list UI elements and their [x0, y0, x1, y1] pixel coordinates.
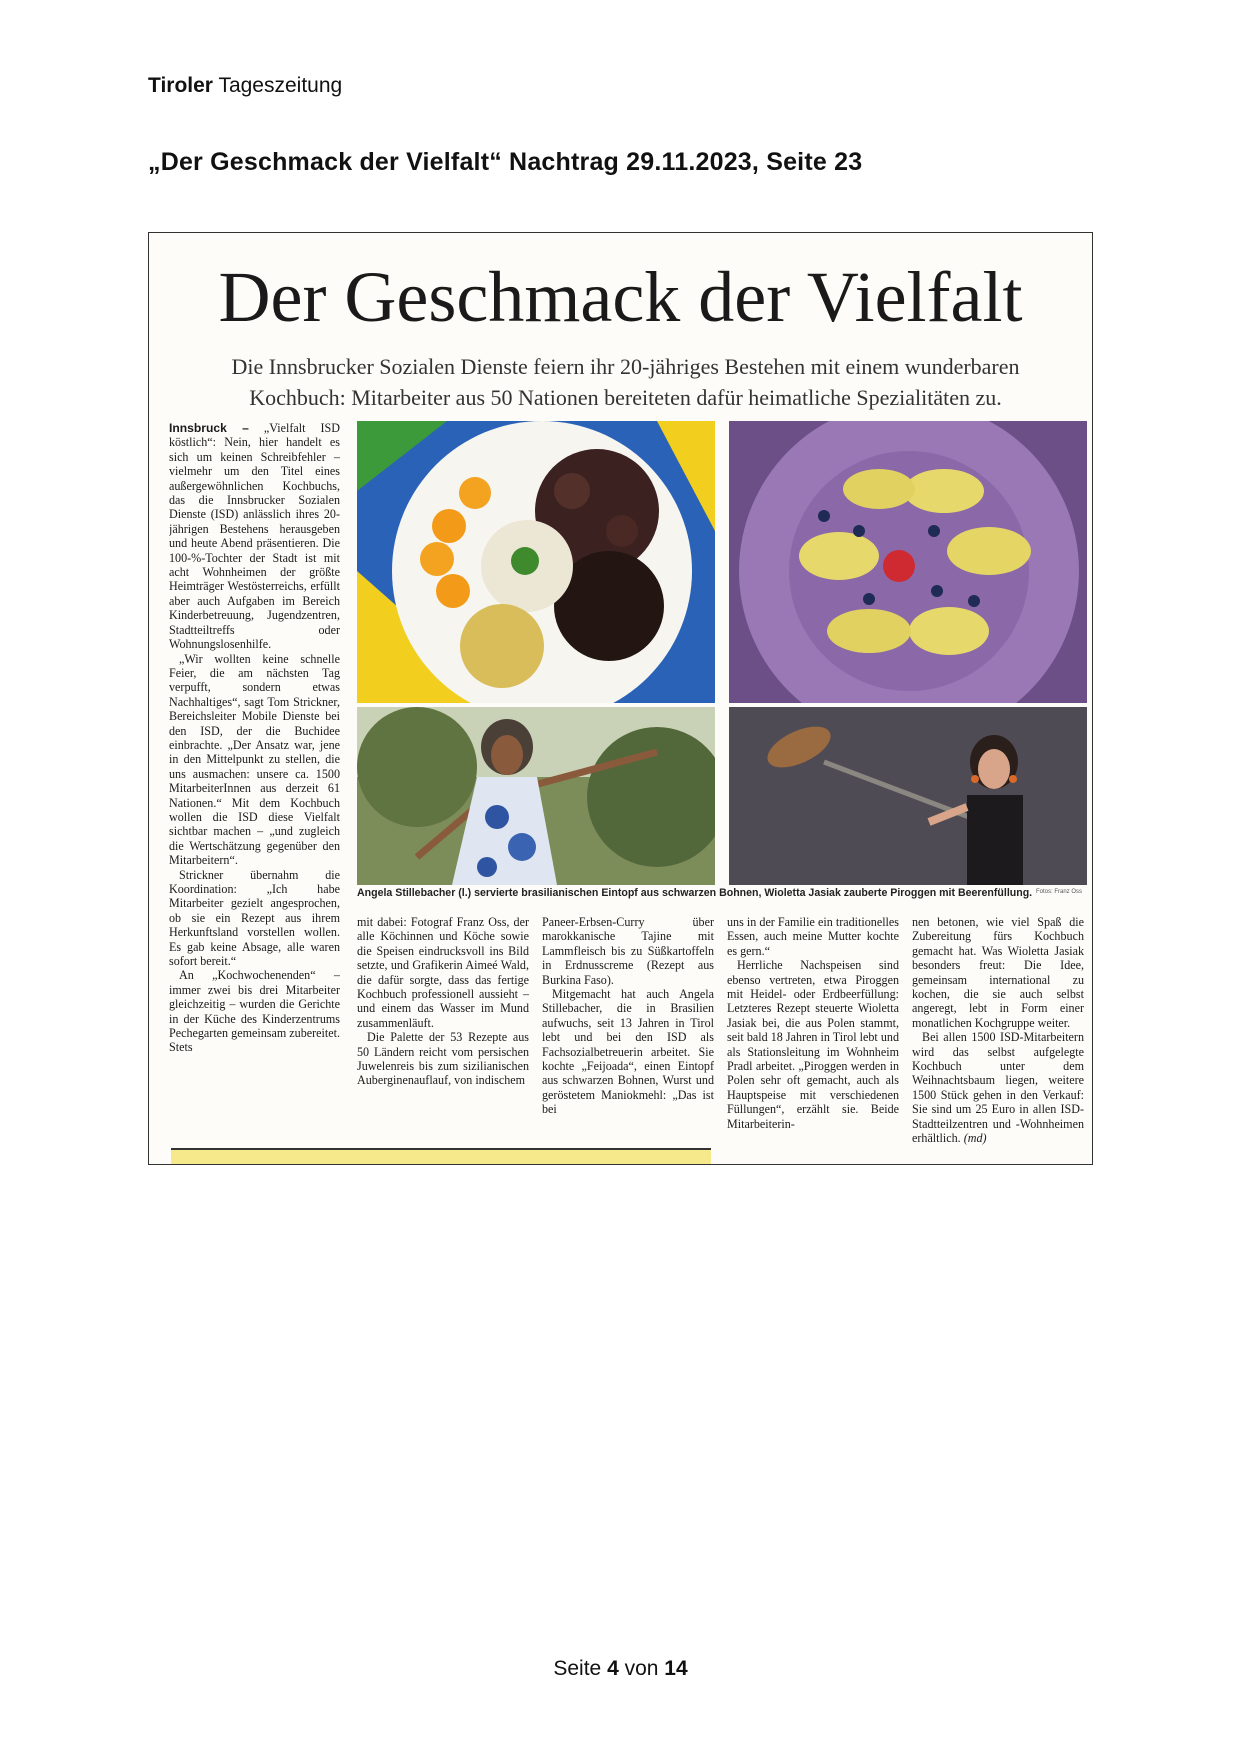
portrait-image-wioletta: [729, 707, 1087, 885]
article-column-1: [169, 421, 340, 1151]
article-column-5: [912, 915, 1084, 1151]
column-4-paragraph-2: Herrliche Nachspeisen sind ebenso vertreten, etwa Piroggen mit Heidel- oder Erdbeerfüllung: Letzteres Rezept steuerte Wioletta Jasiak bei, die aus Polen stammt, seit bald 18 Jahren in Tirol lebt und als Stationsleitung im Wohnheim Pradl arbeitet. „Piroggen werden in Polen sehr oft gemacht, auch als Hauptspeise mit verschiedenen Füllungen“, erzählt sie. Beide Mitarbeiterin-: [727, 958, 899, 1131]
column-1-paragraph-1: „Vielfalt ISD köstlich“: Nein, hier handelt es sich um keinen Schreibfehler – vielmehr um den Titel eines außergewöhnlichen Kochbuchs, das die Innsbrucker Sozialen Dienste (ISD) anlässlich ihres 20-jährigen Bestehens herausgeben und heute Abend präsentieren. Die 100-%-Tochter der Stadt ist mit acht Wohnheimen der größte Heimträger Westösterreichs, erfüllt aber auch Aufgaben im Bereich Kinderbetreuung, Jugendzentren, Stadtteiltreffs oder Wohnungslosenhilfe.: [169, 421, 340, 652]
document-title: „Der Geschmack der Vielfalt“ Nachtrag 29.11.2023, Seite 23: [148, 148, 863, 176]
column-2-paragraph-1: mit dabei: Fotograf Franz Oss, der alle Köchinnen und Köche sowie die Speisen eindrucksvoll ins Bild setzte, und Grafikerin Aimeé Wald, die dafür sorgte, dass das fertige Kochbuch professionell aussieht – und einem das Wasser im Mund zusammenläuft.: [357, 915, 529, 1030]
dateline: Innsbruck –: [169, 421, 249, 435]
publication-header: [148, 74, 342, 98]
column-1-paragraph-4: An „Kochwochenenden“ – immer zwei bis drei Mitarbeiter gleichzeitig – wurden die Gerichte in der Küche des Kinderzentrums Pechegarten gemeinsam zubereitet. Stets: [169, 968, 340, 1055]
piroggen-image: [729, 421, 1087, 703]
publication-name-rest: Tageszeitung: [218, 74, 343, 97]
column-2-paragraph-2: Die Palette der 53 Rezepte aus 50 Ländern reicht vom persischen Juwelenreis bis zum sizilianischen Auberginenauflauf, von indischem: [357, 1030, 529, 1088]
photo-piroggen: [729, 421, 1087, 703]
article-column-2: [357, 915, 529, 1135]
portrait-image-angela: [357, 707, 715, 885]
photo-feijoada: [357, 421, 715, 703]
newspaper-clipping: [148, 232, 1093, 1165]
column-1-paragraph-2: „Wir wollten keine schnelle Feier, die am nächsten Tag verpufft, sondern etwas Nachhaltiges“, sagt Tom Strickner, Bereichsleiter Mobile Dienste bei den ISD, der die Buchidee einbrachte. „Der Ansatz war, jene in den Mittelpunkt zu stellen, die uns ausmachen: unsere ca. 1500 MitarbeiterInnen aus derzeit 61 Nationen.“ Mit dem Kochbuch wollen die ISD diese Vielfalt sichtbar machen – „und zugleich die Wertschätzung gegenüber den Mitarbeitern“.: [169, 651, 340, 868]
photo-credit: Fotos: Franz Oss: [1035, 889, 1082, 895]
photo-wioletta-jasiak: [729, 707, 1087, 885]
column-4-paragraph-1: uns in der Familie ein traditionelles Essen, auch meine Mutter kochte es gern.“: [727, 915, 899, 958]
advertisement-strip: [171, 1148, 711, 1165]
page-footer: [0, 1657, 1241, 1681]
article-subheadline: Die Innsbrucker Sozialen Dienste feiern ihr 20-jähriges Bestehen mit einem wunderbaren Kochbuch: Mitarbeiter aus 50 Nationen bereiteten dafür heimatliche Spezialitäten zu.: [231, 354, 1020, 410]
footer-page-number: 4: [607, 1657, 619, 1680]
column-3-paragraph-2: Mitgemacht hat auch Angela Stillebacher, die in Brasilien aufwuchs, seit 13 Jahren in Tirol lebt und bei den ISD als Fachsozialbetreuerin arbeitet. Sie kochte „Feijoada“, einen Eintopf aus schwarzen Bohnen, Wurst und geröstetem Maniokmehl: „Das ist bei: [542, 987, 714, 1117]
footer-total-pages: 14: [664, 1657, 688, 1680]
column-1-paragraph-3: Strickner übernahm die Koordination: „Ich habe Mitarbeiter gezielt angesprochen, ob sie ein Rezept aus ihrem Herkunftsland vorstellen wollen. Es gab keine Absage, alle waren sofort bereit.“: [169, 867, 340, 969]
column-3-paragraph-1: Paneer-Erbsen-Curry über marokkanische Tajine mit Lammfleisch bis zu Süßkartoffeln in Erdnusscreme (Rezept aus Burkina Faso).: [542, 915, 714, 987]
footer-prefix: Seite: [553, 1657, 602, 1680]
footer-middle: von: [624, 1657, 659, 1680]
feijoada-image: [357, 421, 715, 703]
article-column-4: [727, 915, 899, 1151]
photo-caption: Angela Stillebacher (l.) servierte brasilianischen Eintopf aus schwarzen Bohnen, Wioletta Jasiak zauberte Piroggen mit Beerenfüllung.: [357, 887, 1033, 899]
article-headline: Der Geschmack der Vielfalt: [218, 257, 1023, 337]
publication-name-bold: Tiroler: [148, 74, 213, 97]
author-signature: (md): [963, 1131, 987, 1146]
photo-angela-stillebacher: [357, 707, 715, 885]
column-5-paragraph-2: Bei allen 1500 ISD-Mitarbeitern wird das selbst aufgelegte Kochbuch unter dem Weihnachtsbaum liegen, weitere 1500 Stück gehen in den Verkauf: Sie sind um 25 Euro in allen ISD-Stadtteilzentren und -Wohnheimen erhältlich.: [912, 1030, 1084, 1146]
article-column-3: [542, 915, 714, 1135]
column-5-paragraph-1: nen betonen, wie viel Spaß die Zubereitung fürs Kochbuch gemacht hat. Was Wioletta Jasiak besonders freut: Die Idee, gemeinsam international zu kochen, die sie auch selbst angeregt, lebt in Form einer monatlichen Kochgruppe weiter.: [912, 915, 1084, 1030]
